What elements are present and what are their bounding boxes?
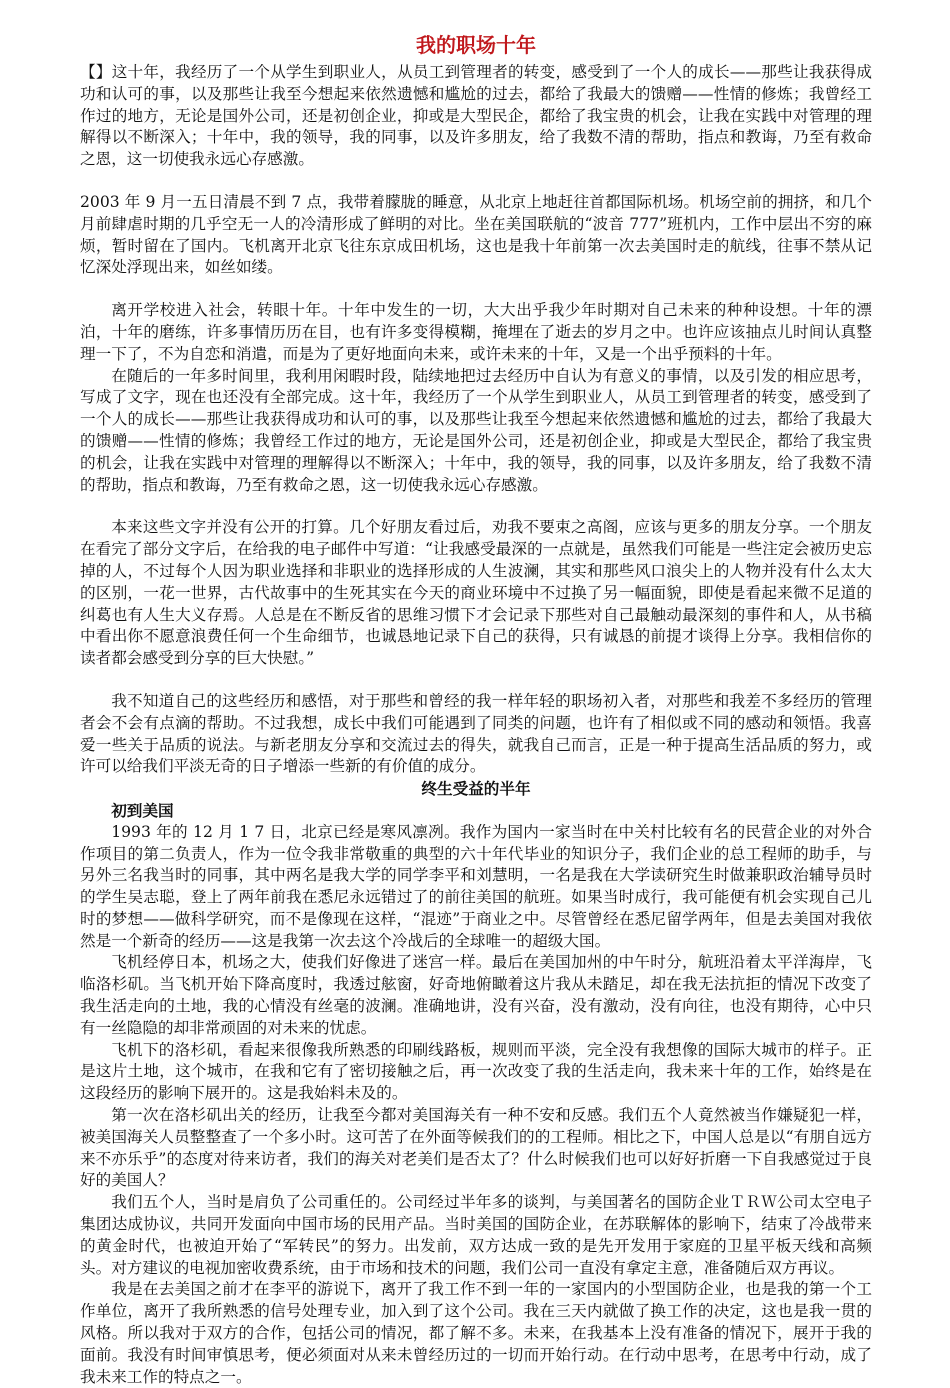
- section-paragraph: 我是在去美国之前才在李平的游说下，离开了我工作不到一年的一家国内的小型国防企业，也是我的第一个工作单位，离开了我所熟悉的信号处理专业，加入到了这个公司。我在三天内就做了换工作的决定，这也是我一贯的风格。所以我对于双方的合作，包括公司的情况，都了解不多。未来，在我基本上没有准备的情况下，展开于我的面前。我没有时间审慎思考，便必须面对从来未曾经历过的一切而开始行动。在行动中思考，在思考中行动，成了我未来工作的特点之一。: [80, 1280, 872, 1386]
- section-paragraph: 飞机下的洛杉矶，看起来很像我所熟悉的印刷线路板，规则而平淡，完全没有我想像的国际大城市的样子。正是这片土地，这个城市，在我和它有了密切接触之后，再一次改变了我的生活走向，我未来十年的工作，始终是在这段经历的影响下展开的。这是我始料未及的。: [80, 1040, 872, 1103]
- section-paragraph: 飞机经停日本，机场之大，使我们好像进了迷宫一样。最后在美国加州的中午时分，航班沿着太平洋海岸，飞临洛杉矶。当飞机开始下降高度时，我透过舷窗，好奇地俯瞰着这片我从未踏足，却在我无法抗拒的情况下改变了我生活走向的土地，我的心情没有丝毫的波澜。准确地讲，没有兴奋，没有激动，没有向往，也没有期待，心中只有一丝隐隐的却非常顽固的对未来的忧虑。: [80, 953, 872, 1037]
- section-heading: 初到美国: [111, 800, 174, 820]
- paragraph-gap: [80, 670, 872, 691]
- section-paragraph: 第一次在洛杉矶出关的经历，让我至今都对美国海关有一种不安和反感。我们五个人竟然被当作嫌疑犯一样，被美国海关人员整整查了一个多小时。这可苦了在外面等候我们的的工程师。相比之下，中国人总是以“有朋自远方来不亦乐乎”的态度对待来访者，我们的海关对老美们是否太了？什么时候我们也可以好好折磨一下自我感觉过于良好的美国人？: [80, 1106, 872, 1190]
- paragraph-gap: [80, 171, 872, 192]
- paragraph-airport: 2003 年 9 月一五日清晨不到 7 点，我带着朦胧的睡意，从北京上地赶往首都国际机场。机场空前的拥挤，和几个月前肆虐时期的几乎空无一人的冷清形成了鲜明的对比。坐在美国联航的“波音 777”班机内，工作中层出不穷的麻烦，暂时留在了国内。飞机离开北京飞往东京成田机场，这也是我十年前第一次去美国时走的航线，往事不禁从记忆深处浮现出来，如丝如缕。: [80, 192, 872, 277]
- paragraph-gap: [80, 279, 872, 300]
- section-paragraph: 我们五个人，当时是肩负了公司重任的。公司经过半年多的谈判，与美国著名的国防企业ＴＲＷ公司太空电子集团达成协议，共同开发面向中国市场的民用产品。当时美国的国防企业，在苏联解体的影响下，结束了冷战带来的黄金时代，也被迫开始了“军转民”的努力。出发前，双方达成一致的是先开发用于家庭的卫星平板天线和高频头。对方建议的电视加密收费系统，由于市场和技术的问题，我们公司一直没有拿定主意，准备随后双方再议。: [80, 1193, 872, 1277]
- paragraph-ten-years: 离开学校进入社会，转眼十年。十年中发生的一切，大大出乎我少年时期对自己未来的种种设想。十年的漂泊，十年的磨练，许多事情历历在目，也有许多变得模糊，掩埋在了逝去的岁月之中。也许应该抽点儿时间认真整理一下了，不为自恋和消遣，而是为了更好地面向未来，或许未来的十年，又是一个出乎预料的十年。: [80, 301, 872, 363]
- paragraph-writing: 在随后的一年多时间里，我利用闲暇时段，陆续地把过去经历中自认为有意义的事情，以及引发的相应思考，写成了文字，现在也还没有全部完成。这十年，我经历了一个从学生到职业人，从员工到管理者的转变，感受到了一个人的成长——那些让我获得成功和认可的事，以及那些让我至今想起来依然遗憾和尴尬的过去，都给了我最大的馈赠——性情的修炼；我曾经工作过的地方，无论是国外公司，还是初创企业，抑或是大型民企，都给了我宝贵的机会，让我在实践中对管理的理解得以不断深入；十年中，我的领导，我的同事，以及许多朋友，给了我数不清的帮助，指点和教诲，乃至有救命之恩，这一切使我永远心存感激。: [80, 366, 872, 494]
- document-page: [80, 30, 872, 1388]
- chapter-subtitle: 终生受益的半年: [421, 779, 531, 799]
- intro-paragraph: 【】这十年，我经历了一个从学生到职业人，从员工到管理者的转变，感受到了一个人的成长——那些让我获得成功和认可的事，以及那些让我至今想起来依然遗憾和尴尬的过去，都给了我最大的馈赠——性情的修炼；我曾经工作过的地方，无论是国外公司，还是初创企业，抑或是大型民企，都给了我宝贵的机会，让我在实践中对管理的理解得以不断深入；十年中，我的领导，我的同事，以及许多朋友，给了我数不清的帮助，指点和教诲，乃至有救命之恩，这一切使我永远心存感激。: [80, 63, 872, 169]
- paragraph-friends: 本来这些文字并没有公开的打算。几个好朋友看过后，劝我不要束之高阁，应该与更多的朋友分享。一个朋友在看完了部分文字后，在给我的电子邮件中写道：“让我感受最深的一点就是，虽然我们可能是一些注定会被历史忘掉的人，不过每个人因为职业选择和非职业的选择形成的人生波澜，其实和那些风口浪尖上的人物并没有什么太大的区别，一花一世界，古代故事中的生死其实在今天的商业环境中不过换了另一幅面貌，即使是看起来微不足道的纠葛也有人生大义存焉。人总是在不断反省的思维习惯下才会记录下那些对自己最触动最深刻的事件和人，从书稿中看出你不愿意浪费任何一个生命细节，也诚恳地记录下自己的获得，只有诚恳的前提才谈得上分享。我相信你的读者都会感受到分享的巨大快慰。”: [80, 518, 872, 668]
- paragraph-sharing: 我不知道自己的这些经历和感悟，对于那些和曾经的我一样年轻的职场初入者，对那些和我差不多经历的管理者会不会有点滴的帮助。不过我想，成长中我们可能遇到了同类的问题，也许有了相似或不同的感动和领悟。我喜爱一些关于品质的说法。与新老朋友分享和交流过去的得失，就我自己而言，正是一种于提高生活品质的努力，或许可以给我们平淡无奇的日子增添一些新的有价值的成分。: [80, 691, 872, 776]
- paragraph-gap: [80, 496, 872, 517]
- document-title: 我的职场十年: [416, 33, 536, 57]
- section-paragraph: 1993 年的 12 月 1 7 日，北京已经是寒风凛冽。我作为国内一家当时在中关村比较有名的民营企业的对外合作项目的第二负责人，作为一位令我非常敬重的典型的六十年代毕业的知识分子，我们企业的总工程师的助手，与另外三名我当时的同事，其中两名是我大学的同学李平和刘慧明，一名是我在大学读研究生时做兼职政治辅导员时的学生吴志聪，登上了两年前我在悉尼永远错过了的前往美国的航班。如果当时成行，我可能便有机会实现自己儿时的梦想——做科学研究，而不是像现在这样，“混迹”于商业之中。尽管曾经在悉尼留学两年，但是去美国对我依然是一个新奇的经历——这是我第一次去这个冷战后的全球唯一的超级大国。: [80, 822, 872, 950]
